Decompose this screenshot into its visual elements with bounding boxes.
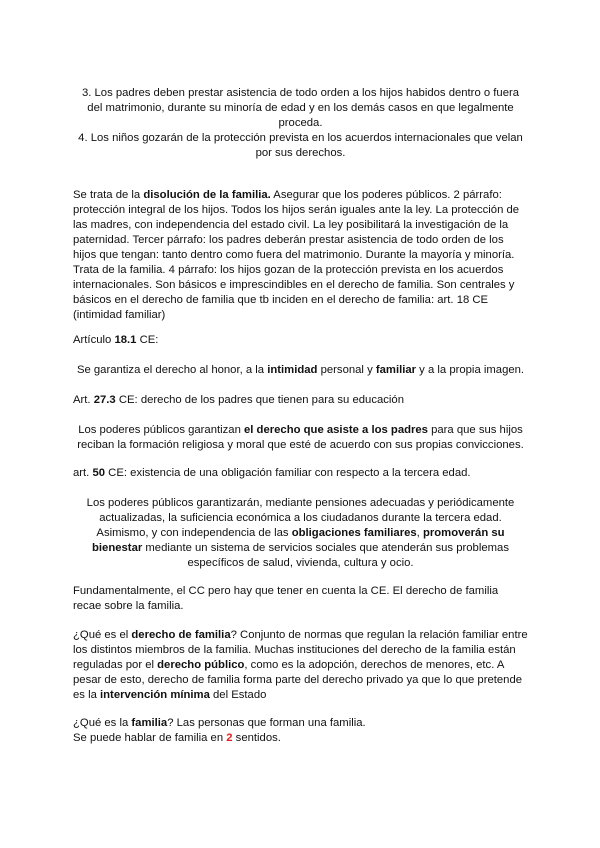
text-run: ? Conjunto de normas que regulan la relación familiar entre los distintos miembros de la familia. Muchas instituciones del derecho de la familia están reguladas por el <box>73 629 528 671</box>
text-run: Artículo <box>73 334 115 346</box>
text-run: , <box>416 527 423 539</box>
bold-run: disolución de la familia. <box>143 189 271 201</box>
text-run: Fundamentalmente, el CC pero hay que tener en cuenta la CE. El derecho de familia recae sobre la familia. <box>73 585 499 612</box>
text-run: personal y <box>317 364 376 376</box>
text-run: Asegurar que los poderes públicos. 2 párrafo: protección integral de los hijos. Todos los hijos serán iguales ante la ley. La protección de las madres, con independencia del estado civil. La ley posibilitará la investigación de la paternidad. Tercer párrafo: los padres deberán prestar asistencia de todo orden de los hijos que tengan: tanto dentro como fuera del matrimonio. Durante la mayoría y minoría. Trata de la familia. 4 párrafo: los hijos gozan de la protección prevista en los acuerdos internacionales. Son básicos e imprescindibles en el derecho de familia. Son centrales y básicos en el derecho de familia que tb inciden en el derecho de familia: art. 18 CE (intimidad familiar) <box>73 189 520 321</box>
text-run: sentidos. <box>232 732 281 744</box>
bold-run: 50 <box>92 467 106 479</box>
bold-run: familia <box>131 717 168 729</box>
quote-article-39-3 <box>73 86 528 131</box>
article-50-heading <box>73 466 528 481</box>
highlighted-number: 2 <box>226 732 233 744</box>
quote-text: 3. Los padres deben prestar asistencia de todo orden a los hijos habidos dentro o fuera del matrimonio, durante su minoría de edad y en los demás casos en que legalmente proceda. <box>81 87 520 129</box>
bold-run: intimidad <box>267 364 318 376</box>
text-run: Se trata de la <box>73 189 144 201</box>
paragraph-derecho-familia <box>73 628 528 703</box>
text-run: ¿Qué es la <box>73 717 132 729</box>
text-run: mediante un sistema de servicios sociales que atenderán sus problemas específicos de salud, vivienda, cultura y ocio. <box>142 542 509 569</box>
text-run: , como es la adopción, derechos de menores, etc. A pesar de esto, derecho de familia forma parte del derecho privado ya que lo que pretende es la <box>73 659 523 701</box>
quote-article-50 <box>73 496 528 571</box>
text-run: para que sus hijos reciban la formación religiosa y moral que esté de acuerdo con sus propias convicciones. <box>77 424 524 451</box>
text-run: ¿Qué es el <box>73 629 132 641</box>
bold-run: derecho de familia <box>131 629 231 641</box>
text-run: Los poderes públicos garantizarán, mediante pensiones adecuadas y periódicamente actualizadas, la suficiencia económica a los ciudadanos durante la tercera edad. Asimismo, y con independencia de las <box>86 497 515 539</box>
bold-run: 18.1 <box>114 334 137 346</box>
text-run: del Estado <box>209 689 267 701</box>
bold-run: 27.3 <box>93 394 116 406</box>
bold-run: promoverán su bienestar <box>92 527 505 554</box>
text-run: Se puede hablar de familia en <box>73 732 227 744</box>
text-run: Art. <box>73 394 94 406</box>
text-run: CE: derecho de los padres que tienen para su educación <box>115 394 404 406</box>
text-run: Los poderes públicos garantizan <box>78 424 244 436</box>
article-27-heading <box>73 393 528 408</box>
article-18-heading <box>73 333 528 348</box>
paragraph-familia <box>73 716 528 746</box>
bold-run: obligaciones familiares <box>291 527 417 539</box>
text-run: Se garantiza el derecho al honor, a la <box>76 364 268 376</box>
quote-article-27 <box>73 423 528 453</box>
paragraph-cc <box>73 584 528 614</box>
text-run: y a la propia imagen. <box>416 364 525 376</box>
quote-text: 4. Los niños gozarán de la protección prevista en los acuerdos internacionales que velan por sus derechos. <box>78 132 523 159</box>
paragraph-explanation <box>73 188 528 323</box>
bold-run: el derecho que asiste a los padres <box>244 424 428 436</box>
quote-article-18 <box>73 363 528 378</box>
bold-run: intervención mínima <box>100 689 210 701</box>
text-run: CE: <box>136 334 159 346</box>
text-run: CE: existencia de una obligación familiar con respecto a la tercera edad. <box>105 467 471 479</box>
bold-run: derecho público <box>157 659 245 671</box>
text-run: ? Las personas que forman una familia. <box>167 717 366 729</box>
quote-article-39-4 <box>73 131 528 161</box>
text-run: art. <box>73 467 93 479</box>
bold-run: familiar <box>375 364 417 376</box>
